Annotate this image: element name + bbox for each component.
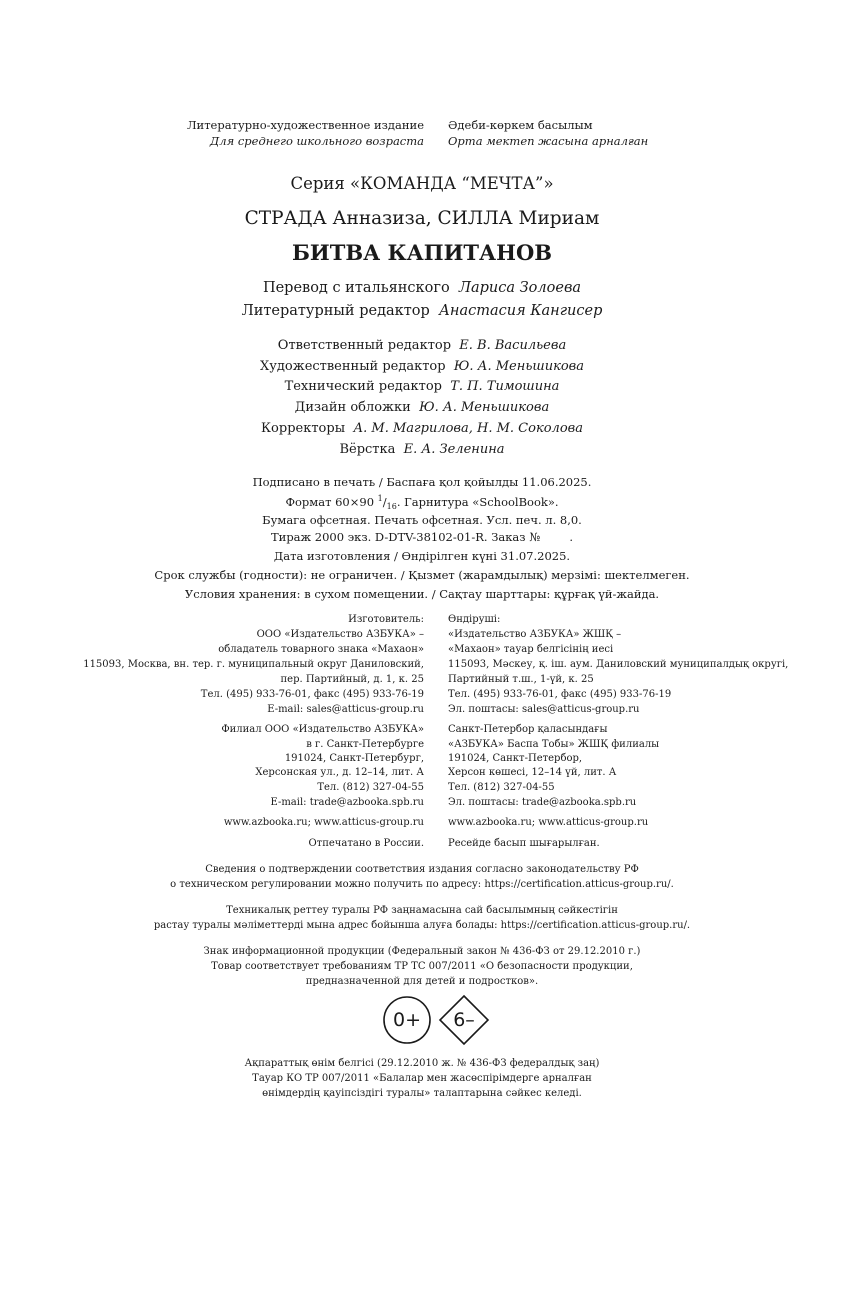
manufacturer-ru-line: пер. Партийный, д. 1, к. 25 — [280, 674, 424, 685]
run-line: Тираж 2000 экз. D-DTV-38102-01-R. Заказ № . — [270, 530, 573, 544]
translator-name: Лариса Золоева — [458, 280, 582, 296]
printed-ru: Отпечатано в России. — [308, 838, 424, 849]
credit-line — [0, 338, 844, 353]
credit-label: Ответственный редактор — [277, 338, 452, 353]
credit-line — [0, 400, 844, 415]
manufacturer-kz-line: 115093, Мәскеу, қ. іш. аум. Даниловский муниципалдық округі, — [448, 659, 789, 670]
credit-label: Корректоры — [261, 421, 346, 436]
translator-label: Перевод с итальянского — [262, 280, 450, 296]
credit-name: Ю. А. Меньшикова — [453, 359, 584, 374]
manufacturer-ru-line: E-mail: sales@atticus-group.ru — [267, 704, 424, 715]
made-line: Дата изготовления / Өндірілген күні 31.07.2025. — [273, 549, 571, 563]
service-line: Срок службы (годности): не ограничен. / Қызмет (жарамдылық) мерзімі: шектелмеген. — [154, 568, 690, 582]
info-kz-line: Тауар КО ТР 007/2011 «Балалар мен жасөспірімдерге арналған — [252, 1073, 592, 1084]
branch-ru-line: Филиал ООО «Издательство АЗБУКА» — [221, 724, 424, 735]
credit-label: Дизайн обложки — [294, 400, 411, 415]
genre-kz: Әдеби-көркем басылым — [448, 118, 593, 132]
branch-kz-line: Санкт-Петербор қаласындағы — [448, 724, 608, 735]
series-line: Серия «КОМАНДА “МЕЧТА”» — [290, 174, 554, 193]
info-kz-line: өнімдердің қауіпсіздігі туралы» талаптарына сәйкес келеді. — [262, 1088, 582, 1099]
cert-kz-line: растау туралы мәліметтерді мына адрес бойынша алуға болады: https://certification.atticus-group.ru/. — [153, 920, 691, 931]
run-text: Тираж 2000 экз. D-DTV-38102-01-R. Заказ № — [270, 530, 541, 544]
credit-line — [0, 442, 844, 457]
literary-editor-line — [0, 303, 844, 319]
branch-ru-line: Тел. (812) 327-04-55 — [317, 782, 424, 793]
format-sub: 16 — [386, 502, 397, 512]
branch-ru-line: в г. Санкт-Петербурге — [306, 739, 424, 750]
age-circle-label: 0+ — [392, 1009, 421, 1031]
literary-editor-label: Литературный редактор — [241, 303, 430, 319]
branch-kz-line: Тел. (812) 327-04-55 — [448, 782, 555, 793]
credit-name: Т. П. Тимошина — [450, 379, 560, 394]
branch-ru-line: E-mail: trade@azbooka.spb.ru — [270, 797, 424, 808]
credit-line — [0, 421, 844, 436]
cert-kz-line: Техникалық реттеу туралы РФ заңнамасына сай басылымның сәйкестігін — [226, 905, 618, 916]
websites-kz[interactable]: www.azbooka.ru; www.atticus-group.ru — [448, 817, 649, 828]
age-diamond-label: 6– — [453, 1009, 475, 1031]
genre-ru: Литературно-художественное издание — [186, 118, 424, 132]
manufacturer-kz-line: «Махаон» тауар белгісінің иесі — [448, 644, 614, 655]
branch-ru-line: 191024, Санкт-Петербург, — [284, 753, 424, 764]
manufacturer-kz-line: «Издательство АЗБУКА» ЖШҚ – — [448, 629, 622, 640]
book-title: БИТВА КАПИТАНОВ — [291, 240, 553, 265]
branch-kz-line: Херсон көшесі, 12–14 үй, лит. А — [448, 767, 617, 778]
manufacturer-ru-line: обладатель товарного знака «Махаон» — [218, 644, 424, 655]
credit-name: Е. В. Васильева — [459, 338, 567, 353]
storage-line: Условия хранения: в сухом помещении. / Сақтау шарттары: құрғақ үй-жайда. — [184, 587, 660, 601]
info-ru-line: Знак информационной продукции (Федеральный закон № 436-ФЗ от 29.12.2010 г.) — [203, 946, 641, 957]
printed-kz: Ресейде басып шығарылған. — [448, 838, 600, 849]
branch-kz-line: 191024, Санкт-Петербор, — [448, 753, 583, 764]
authors-line: СТРАДА Анназиза, СИЛЛА Мириам — [244, 208, 600, 229]
credit-label: Вёрстка — [339, 442, 396, 457]
format-suffix: . Гарнитура «SchoolBook». — [396, 494, 559, 509]
signed-line: Подписано в печать / Баспаға қол қойылды 11.06.2025. — [252, 475, 592, 489]
info-ru-line: предназначенной для детей и подростков». — [305, 976, 539, 987]
manufacturer-kz-line: Тел. (495) 933-76-01, факс (495) 933-76-19 — [448, 689, 672, 700]
manufacturer-kz-line: Партийный т.ш., 1-үй, к. 25 — [448, 674, 594, 685]
credit-label: Художественный редактор — [260, 359, 446, 374]
age-ru: Для среднего школьного возраста — [209, 134, 424, 148]
translator-line — [0, 280, 844, 296]
branch-kz-line: Эл. поштасы: trade@azbooka.spb.ru — [448, 797, 637, 808]
manufacturer-ru-line: ООО «Издательство АЗБУКА» – — [256, 629, 424, 640]
branch-ru-line: Херсонская ул., д. 12–14, лит. А — [255, 767, 424, 778]
manufacturer-ru-line: Тел. (495) 933-76-01, факс (495) 933-76-19 — [200, 689, 424, 700]
credit-label: Технический редактор — [284, 379, 442, 394]
credit-line — [0, 359, 844, 374]
cert-ru-line: Сведения о подтверждении соответствия издания согласно законодательству РФ — [205, 864, 639, 875]
credit-name: Е. А. Зеленина — [403, 442, 505, 457]
age-kz: Орта мектеп жасына арналған — [448, 134, 649, 148]
paper-line: Бумага офсетная. Печать офсетная. Усл. печ. л. 8,0. — [262, 513, 582, 527]
format-sup: 1 — [377, 494, 383, 503]
credit-name: Ю. А. Меньшикова — [419, 400, 550, 415]
cert-ru-line: о техническом регулировании можно получить по адресу: https://certification.atticus-group.ru/. — [170, 879, 674, 890]
info-kz-line: Ақпараттық өнім белгісі (29.12.2010 ж. № 436-ФЗ федералдық заң) — [244, 1058, 600, 1069]
manufacturer-kz-line: Өндіруші: — [448, 614, 501, 625]
format-prefix: Формат 60×90 — [285, 494, 375, 509]
credit-name: А. М. Магрилова, Н. М. Соколова — [353, 421, 583, 436]
format-line: Формат 60×90 $^1/_{16}$. Гарнитура «SchoolBook». — [285, 494, 559, 512]
manufacturer-kz-line: Эл. поштасы: sales@atticus-group.ru — [448, 704, 640, 715]
literary-editor-name: Анастасия Кангисер — [438, 303, 603, 319]
credit-line — [0, 379, 844, 394]
manufacturer-ru-line: Изготовитель: — [348, 614, 424, 625]
branch-kz-line: «АЗБУКА» Баспа Тобы» ЖШҚ филиалы — [448, 739, 660, 750]
manufacturer-ru-line: 115093, Москва, вн. тер. г. муниципальный округ Даниловский, — [83, 659, 424, 670]
websites-ru[interactable]: www.azbooka.ru; www.atticus-group.ru — [223, 817, 424, 828]
info-ru-line: Товар соответствует требованиям ТР ТС 007/2011 «О безопасности продукции, — [211, 961, 633, 972]
